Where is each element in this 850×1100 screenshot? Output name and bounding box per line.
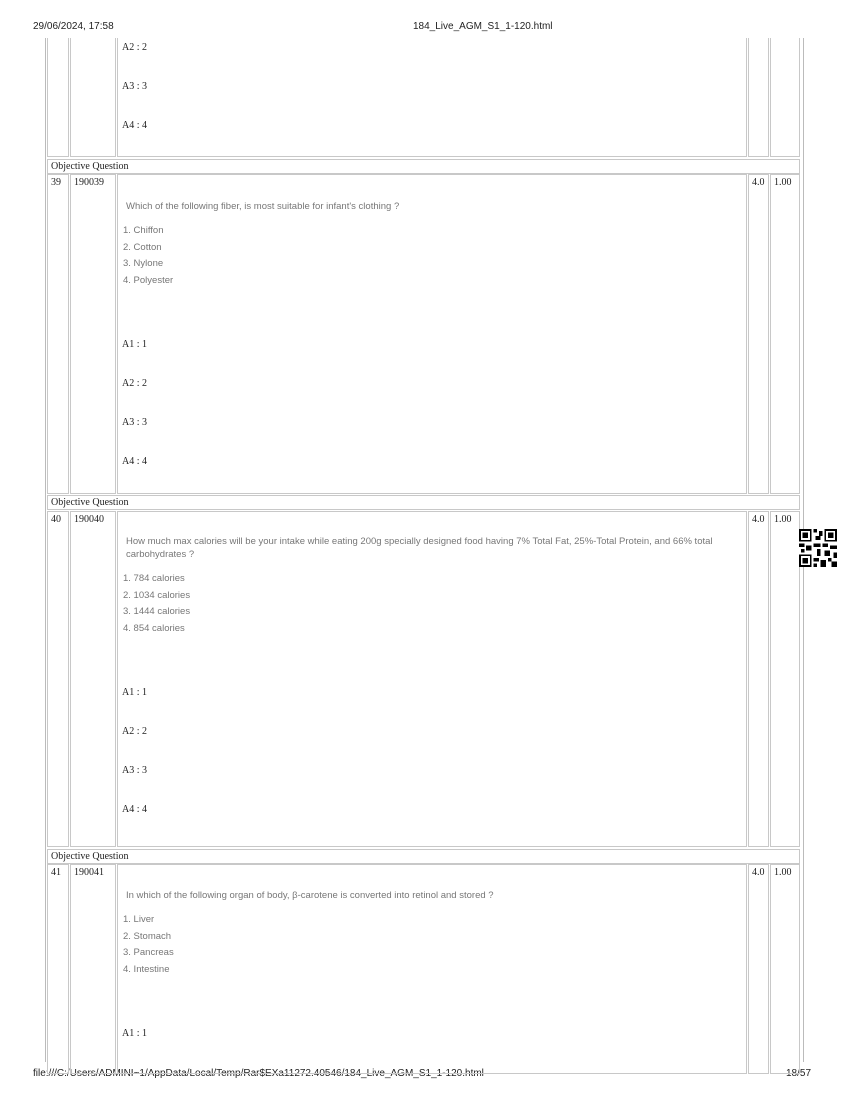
question-marks: 4.0 — [748, 864, 769, 1074]
question-content-cell — [117, 174, 747, 494]
answer-option: 2. Stomach — [123, 930, 172, 942]
question-type-header: Objective Question — [47, 849, 800, 864]
question-id: 190039 — [70, 174, 116, 494]
question-text: In which of the following organ of body, β-carotene is converted into retinol and stored ? — [126, 890, 494, 901]
question-negative-marks: 1.00 — [770, 174, 800, 494]
answer-label: A4 : 4 — [122, 120, 147, 131]
answer-option: 1. Chiffon — [123, 225, 164, 236]
question-marks: 4.0 — [748, 511, 769, 847]
question-type-header: Objective Question — [47, 159, 800, 174]
question-text: How much max calories will be your intake while eating 200g specially designed food having 7% Total Fat, 25%-Total Protein, and 66% total carbohydrates ? — [126, 536, 713, 560]
qr-code-icon — [799, 529, 837, 567]
marks-cell — [748, 38, 769, 157]
question-number: 41 — [47, 864, 69, 1074]
answer-label: A1 : 1 — [122, 339, 147, 350]
question-marks: 4.0 — [748, 174, 769, 494]
answer-label: A3 : 3 — [122, 81, 147, 92]
question-negative-marks: 1.00 — [770, 511, 800, 847]
question-negative-marks: 1.00 — [770, 864, 800, 1074]
answer-label: A2 : 2 — [122, 378, 147, 389]
answer-label: A2 : 2 — [122, 726, 147, 737]
question-text: Which of the following fiber, is most suitable for infant's clothing ? — [126, 201, 400, 212]
answer-label: A3 : 3 — [122, 765, 147, 776]
question-id: 190040 — [70, 511, 116, 847]
answer-option: 3. Pancreas — [123, 947, 174, 958]
answer-option: 2. 1034 calories — [123, 589, 191, 601]
answer-label: A2 : 2 — [122, 42, 147, 53]
answer-option: 4. Intestine — [123, 963, 170, 975]
question-type-header: Objective Question — [47, 495, 800, 510]
answer-option: 1. 784 calories — [123, 573, 185, 584]
answer-option: 3. 1444 calories — [123, 606, 191, 617]
question-number: 40 — [47, 511, 69, 847]
answer-label: A1 : 1 — [122, 687, 147, 698]
answer-option: 4. Polyester — [123, 274, 174, 286]
answer-label: A4 : 4 — [122, 804, 147, 815]
id-cell — [70, 38, 116, 157]
num-cell — [47, 38, 69, 157]
answer-label: A4 : 4 — [122, 456, 147, 467]
answer-label: A1 : 1 — [122, 1028, 147, 1039]
print-title: 184_Live_AGM_S1_1-120.html — [413, 21, 553, 32]
answer-option: 2. Cotton — [123, 241, 162, 253]
answer-label: A3 : 3 — [122, 417, 147, 428]
question-content-cell — [117, 511, 747, 847]
answer-option: 1. Liver — [123, 914, 155, 925]
content-cell — [117, 38, 747, 157]
question-id: 190041 — [70, 864, 116, 1074]
answer-option: 4. 854 calories — [123, 622, 185, 634]
print-page-number: 18/57 — [786, 1068, 812, 1079]
answer-option: 3. Nylone — [123, 258, 164, 269]
print-footer-path: file:///C:/Users/ADMINI~1/AppData/Local/Temp/Rar$EXa11272.40546/184_Live_AGM_S1_1-120.html — [33, 1068, 484, 1079]
print-datetime: 29/06/2024, 17:58 — [33, 21, 114, 32]
neg-cell — [770, 38, 800, 157]
question-number: 39 — [47, 174, 69, 494]
